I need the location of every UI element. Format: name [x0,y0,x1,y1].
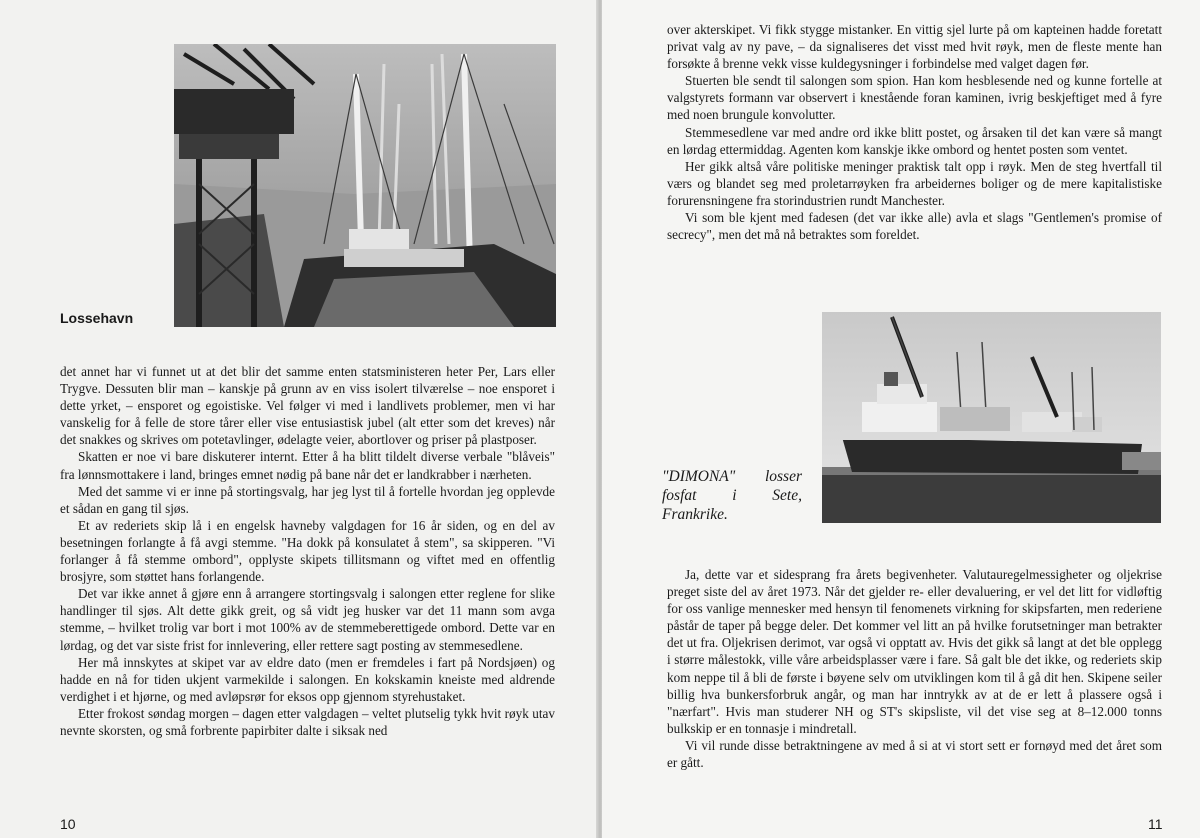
left-page-body [60,363,555,739]
right-page-body-top [667,21,1162,243]
paragraph: det annet har vi funnet ut at det blir det samme enten statsministeren heter Per, Lars eller Trygve. Dessuten blir man – kanskje på grunn av en viss isolert tilværelse – noe ensporet i dette yrket, – ensporet og egoistiske. Vel følger vi med i landlivets problemer, men vi har vanskelig for å felle de store tårer eller vise entusiastisk jubel (alt etter som det kreves) når det snakkes og skrives om potetavlinger, ødelagte veier, abortlover og priser på plastposer. [60,364,555,448]
page-number-right: 11 [1148,816,1163,832]
paragraph: Her gikk altså våre politiske meninger praktisk talt opp i røyk. Men de steg hvertfall til værs og blandet seg med proletarrøyken fra arbeidernes boliger og de mere kapitalistiske forurensningene fra storindustrien rundt Manchester. [667,158,1162,208]
paragraph: Ja, dette var et sidesprang fra årets begivenheter. Valutauregelmessigheter og oljekrise preget siste del av året 1973. Når det gjelder re- eller devaluering, er vel det litt for vidløftig for oss vanlige mennesker med hensyn til fenomenets virkning for skipsfarten, men rederiene påstår de taper på begge deler. Det kommer vel litt an på hvilke forutsetninger man betrakter det ut fra. Oljekrisen derimot, var også vi opptatt av. Hvis det gikk så langt at det ble opplegg i større målestokk, ville våre arbeidsplasser være i fare. Så galt ble det ikke, og rederiets skip kom neppe til å bli de første i bøyene selv om utviklingen kom til å gå dit hen. Skipene seiler billig hva bunkersforbruk angår, og man har inntrykk av at de er lett å plassere også i "nærfart". Hvis man studerer NH og ST's skipsliste, vil det vise seg at 8–12.000 tonns bulkskip er en tonnasje i mindretall. [667,567,1162,736]
paragraph: Etter frokost søndag morgen – dagen etter valgdagen – veltet plutselig tykk hvit røyk utav nevnte skorsten, og små forbrente papirbiter dalte i siksak ned [60,705,555,738]
left-page [0,0,598,838]
paragraph: Vi som ble kjent med fadesen (det var ikke alle) avla et slags "Gentlemen's promise of secrecy", men det må nå betraktes som foreldet. [667,210,1162,243]
paragraph: Det var ikke annet å gjøre enn å arrangere stortingsvalg i salongen etter reglene for slike handlinger til sjøs. Alt dette gikk greit, og så vidt jeg husker var det 11 mann som avga stemme, – hvilket trolig var bort i mot 100% av de stemmeberettigede ombord. Dette var en lørdag, og det var siste frist for innlevering, eller rettere sagt posting av stemmesedlene. [60,586,555,653]
right-page-body-bottom [667,566,1162,771]
photo-caption-lossehavn: Lossehavn [60,310,134,326]
paragraph: Et av rederiets skip lå i en engelsk havneby valgdagen for 16 år siden, og en del av besetningen forlangte å få avgi stemme. "Ha dokk på konsulatet å stem", sa skipperen. "Vi forlanger å få stemme ombord", opplyste skipets tillitsmann og viftet med en offentlig brosjyre, som støttet hans forlangende. [60,517,555,585]
paragraph: Stuerten ble sendt til salongen som spion. Han kom hesblesende ned og kunne fortelle at valgstyrets formann var observert i knestående foran kaminen, ivrig beskjeftiget med å fyre med noen brungule konvolutter. [667,73,1162,123]
cargo-ship-photo [822,312,1161,523]
paragraph: Her må innskytes at skipet var av eldre dato (men er fremdeles i fart på Nordsjøen) og hadde en nå for tiden ukjent varmekilde i salongen. En kokskamin kneiste med aldrende verdighet i et hjørne, og med avløpsrør for eksos opp gjennom styrehustaket. [60,654,555,704]
photo-caption-dimona: "DIMONA" losser fosfat i Sete, Frankrike. [662,468,802,523]
harbour-cranes-photo [174,44,556,327]
paragraph: Stemmesedlene var med andre ord ikke blitt postet, og årsaken til det kan være så mangt en lørdag ettermiddag. Agenten kom kanskje ikke ombord og hentet posten som ventet. [667,124,1162,157]
paragraph: Skatten er noe vi bare diskuterer internt. Etter å ha blitt tildelt diverse verbale "blåveis" fra lønnsmottakere i land, bringes emnet nødig på bane når det er landkrabber i nærheten. [60,449,555,482]
page-number-left: 10 [60,816,76,832]
paragraph: Med det samme vi er inne på stortingsvalg, har jeg lyst til å fortelle hvordan jeg opplevde et sådan en gang til sjøs. [60,483,555,516]
paragraph: Vi vil runde disse betraktningene av med å si at vi stort sett er fornøyd med det året som er gått. [667,737,1162,771]
paragraph: over akterskipet. Vi fikk stygge mistanker. En vittig sjel lurte på om kapteinen hadde foretatt privat valg av ny pave, – da signaliseres det visst med hvit røyk, men de fleste mente han forsøkte å brenne vekk visse kuldegysninger i forbindelse med valget dagen før. [667,22,1162,72]
